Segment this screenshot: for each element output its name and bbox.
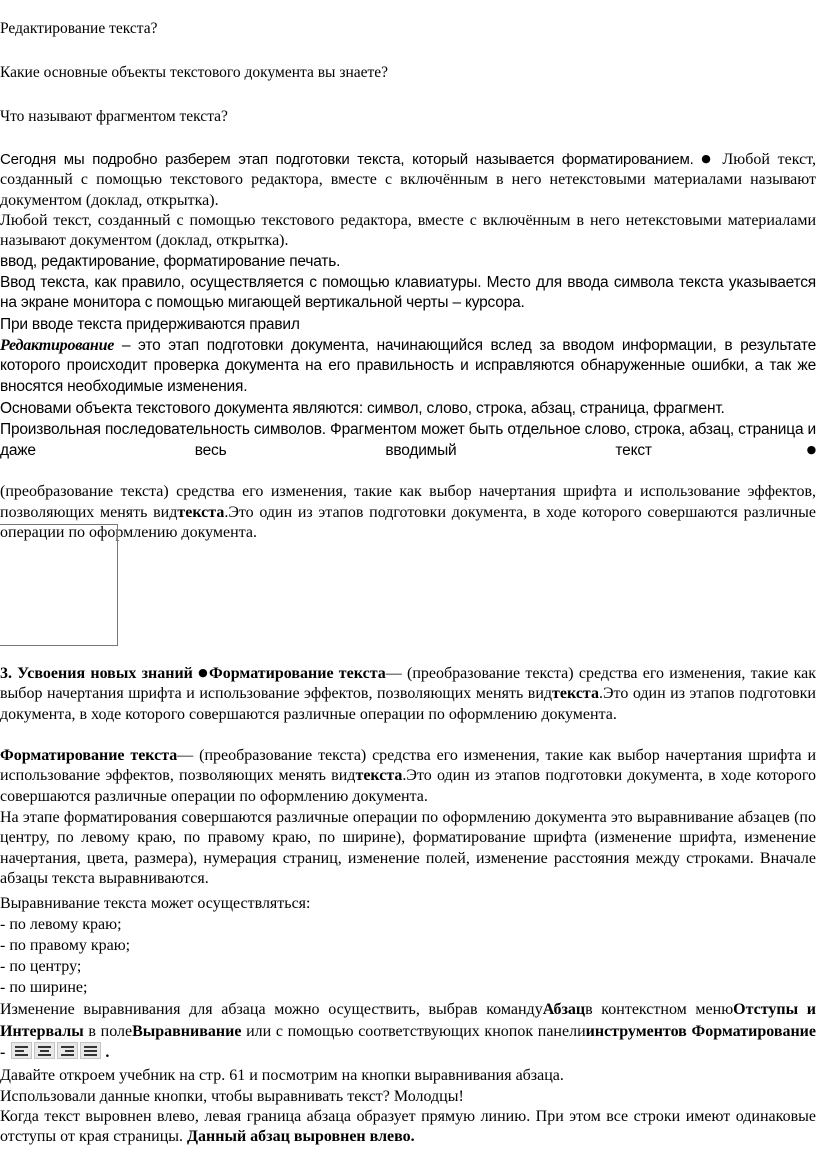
intro-sentence: Сегодня мы подробно разберем этап подготовки текста, который называется форматированием. bbox=[0, 151, 694, 168]
list-item-right: - по правому краю; bbox=[0, 937, 131, 954]
paragraph-fragment bbox=[0, 420, 816, 543]
editing-definition: – это этап подготовки документа, начинающийся вслед за вводом информации, в результате которого происходит проверка документа на его правильность и исправляются обнаруженные ошибки, а так же вносятся необходимые изменения. bbox=[0, 337, 816, 395]
left-aligned-note: Данный абзац выровнен влево. bbox=[187, 1128, 415, 1146]
paragraph-formatting-operations: На этапе форматирования совершаются различные операции по оформлению документа это выравнивание абзацев (по центру, по левому краю, по правому краю, по ширине), форматирование шрифта (изменение шрифта, изменение начертания, цвета, размера), нумерация страниц, изменение полей, изменение расстояния между строками. Вначале абзацы текста выравниваются. bbox=[0, 809, 816, 888]
paragraph-rules: При вводе текста придерживаются правил bbox=[0, 316, 300, 333]
bullet-dot-icon: ● bbox=[198, 666, 210, 679]
formatting-description: — (преобразование текста) средства его изменения, такие как выбор начертания шрифта и использование эффектов, позволяющих менять вид bbox=[0, 665, 816, 703]
paragraph-alignment-intro: Выравнивание текста может осуществляться: bbox=[0, 895, 311, 912]
bullet-dot-icon: ● bbox=[701, 152, 715, 165]
section-number-heading: 3. Усвоения новых знаний bbox=[0, 665, 193, 682]
bullet-dot-icon: ● bbox=[651, 443, 816, 457]
question-1: Редактирование текста? bbox=[0, 20, 158, 37]
paragraph-editing bbox=[0, 336, 816, 397]
paragraph-praise: Использовали данные кнопки, чтобы выравнивать текст? Молодцы! bbox=[0, 1088, 464, 1105]
paragraph-input: Ввод текста, как правило, осуществляется с помощью клавиатуры. Место для ввода символа текста указывается на экране монитора с помощью мигающей вертикальной черты – курсора. bbox=[0, 274, 816, 312]
bold-text-word: текста bbox=[177, 503, 225, 521]
formatting-term: Форматирование текста bbox=[209, 665, 386, 682]
paragraph-command: Абзац bbox=[542, 1001, 586, 1018]
list-item-center: - по центру; bbox=[0, 958, 82, 975]
paragraph-document-definition: Любой текст, созданный с помощью текстового редактора, вместе с включённым в него нетекстовыми материалами называют документом (доклад, открытка). bbox=[0, 212, 816, 250]
bold-text-word: текста bbox=[355, 767, 403, 785]
formatting-stage-note: .Это один из этапов подготовки документа, в ходе которого совершаются различные операции по оформлению документа. bbox=[0, 503, 816, 542]
formatting-toolbar-label: инструментов Форматирование - bbox=[0, 1022, 816, 1061]
align-left-icon bbox=[11, 1042, 32, 1059]
empty-image-frame bbox=[0, 524, 118, 646]
paragraph-intro bbox=[0, 149, 816, 211]
indents-spacing-tab: Отступы и Интервалы bbox=[0, 1001, 816, 1040]
alignment-buttons bbox=[11, 1042, 103, 1066]
question-3: Что называют фрагментом текста? bbox=[0, 108, 228, 125]
paragraph-left-aligned: Когда текст выровнен влево, левая граница абзаца образует прямую линию. При этом все строки имеют одинаковые отступы от края страницы. Данный абзац выровнен влево. bbox=[0, 1108, 816, 1146]
align-justify-icon bbox=[80, 1042, 101, 1059]
fragment-definition: Произвольная последовательность символов. Фрагментом может быть отдельное слово, строка, абзац, страница и даже весь вводимый текст● bbox=[0, 421, 816, 460]
align-center-icon bbox=[34, 1042, 55, 1059]
formatting-definition: (преобразование текста) средства его изменения, такие как выбор начертания шрифта и использование эффектов, позволяющих менять вид bbox=[0, 483, 816, 521]
formatting-stage-note: .Это один из этапов подготовки документа, в ходе которого совершаются различные операции по оформлению документа. bbox=[0, 767, 816, 805]
list-item-left: - по левому краю; bbox=[0, 916, 122, 933]
bold-text-word: текста bbox=[552, 685, 599, 703]
document-definition: Любой текст, созданный с помощью текстового редактора, вместе с включённым в него нетекстовыми материалами называют документом (доклад, открытка). bbox=[0, 151, 816, 209]
formatting-term: Форматирование текста bbox=[0, 747, 178, 764]
question-2: Какие основные объекты текстового документа вы знаете? bbox=[0, 64, 389, 81]
formatting-stage-note: .Это один из этапов подготовки документа, в ходе которого совершаются различные операции по оформлению документа. bbox=[0, 685, 816, 723]
paragraph-formatting-repeat bbox=[0, 746, 816, 807]
paragraph-objects: Основами объекта текстового документа являются: символ, слово, строка, абзац, страница, фрагмент. bbox=[0, 400, 725, 417]
editing-term: Редактирование bbox=[0, 337, 115, 354]
formatting-description: — (преобразование текста) средства его изменения, такие как выбор начертания шрифта и использование эффектов, позволяющих менять вид bbox=[0, 747, 816, 785]
paragraph-textbook: Давайте откроем учебник на стр. 61 и посмотрим на кнопки выравнивания абзаца. bbox=[0, 1067, 564, 1084]
list-item-justify: - по ширине; bbox=[0, 979, 88, 996]
paragraph-alignment-how: Изменение выравнивания для абзаца можно осуществить, выбрав командуАбзацв контекстном менюОтступы и Интервалы в полеВыравнивание или с помощью соответствующих кнопок панелиинструментов Форматирование - . bbox=[0, 999, 816, 1066]
paragraph-new-knowledge bbox=[0, 663, 816, 725]
paragraph-stages: ввод, редактирование, форматирование печать. bbox=[0, 253, 341, 270]
align-right-icon bbox=[57, 1042, 78, 1059]
alignment-field: Выравнивание bbox=[132, 1022, 242, 1040]
